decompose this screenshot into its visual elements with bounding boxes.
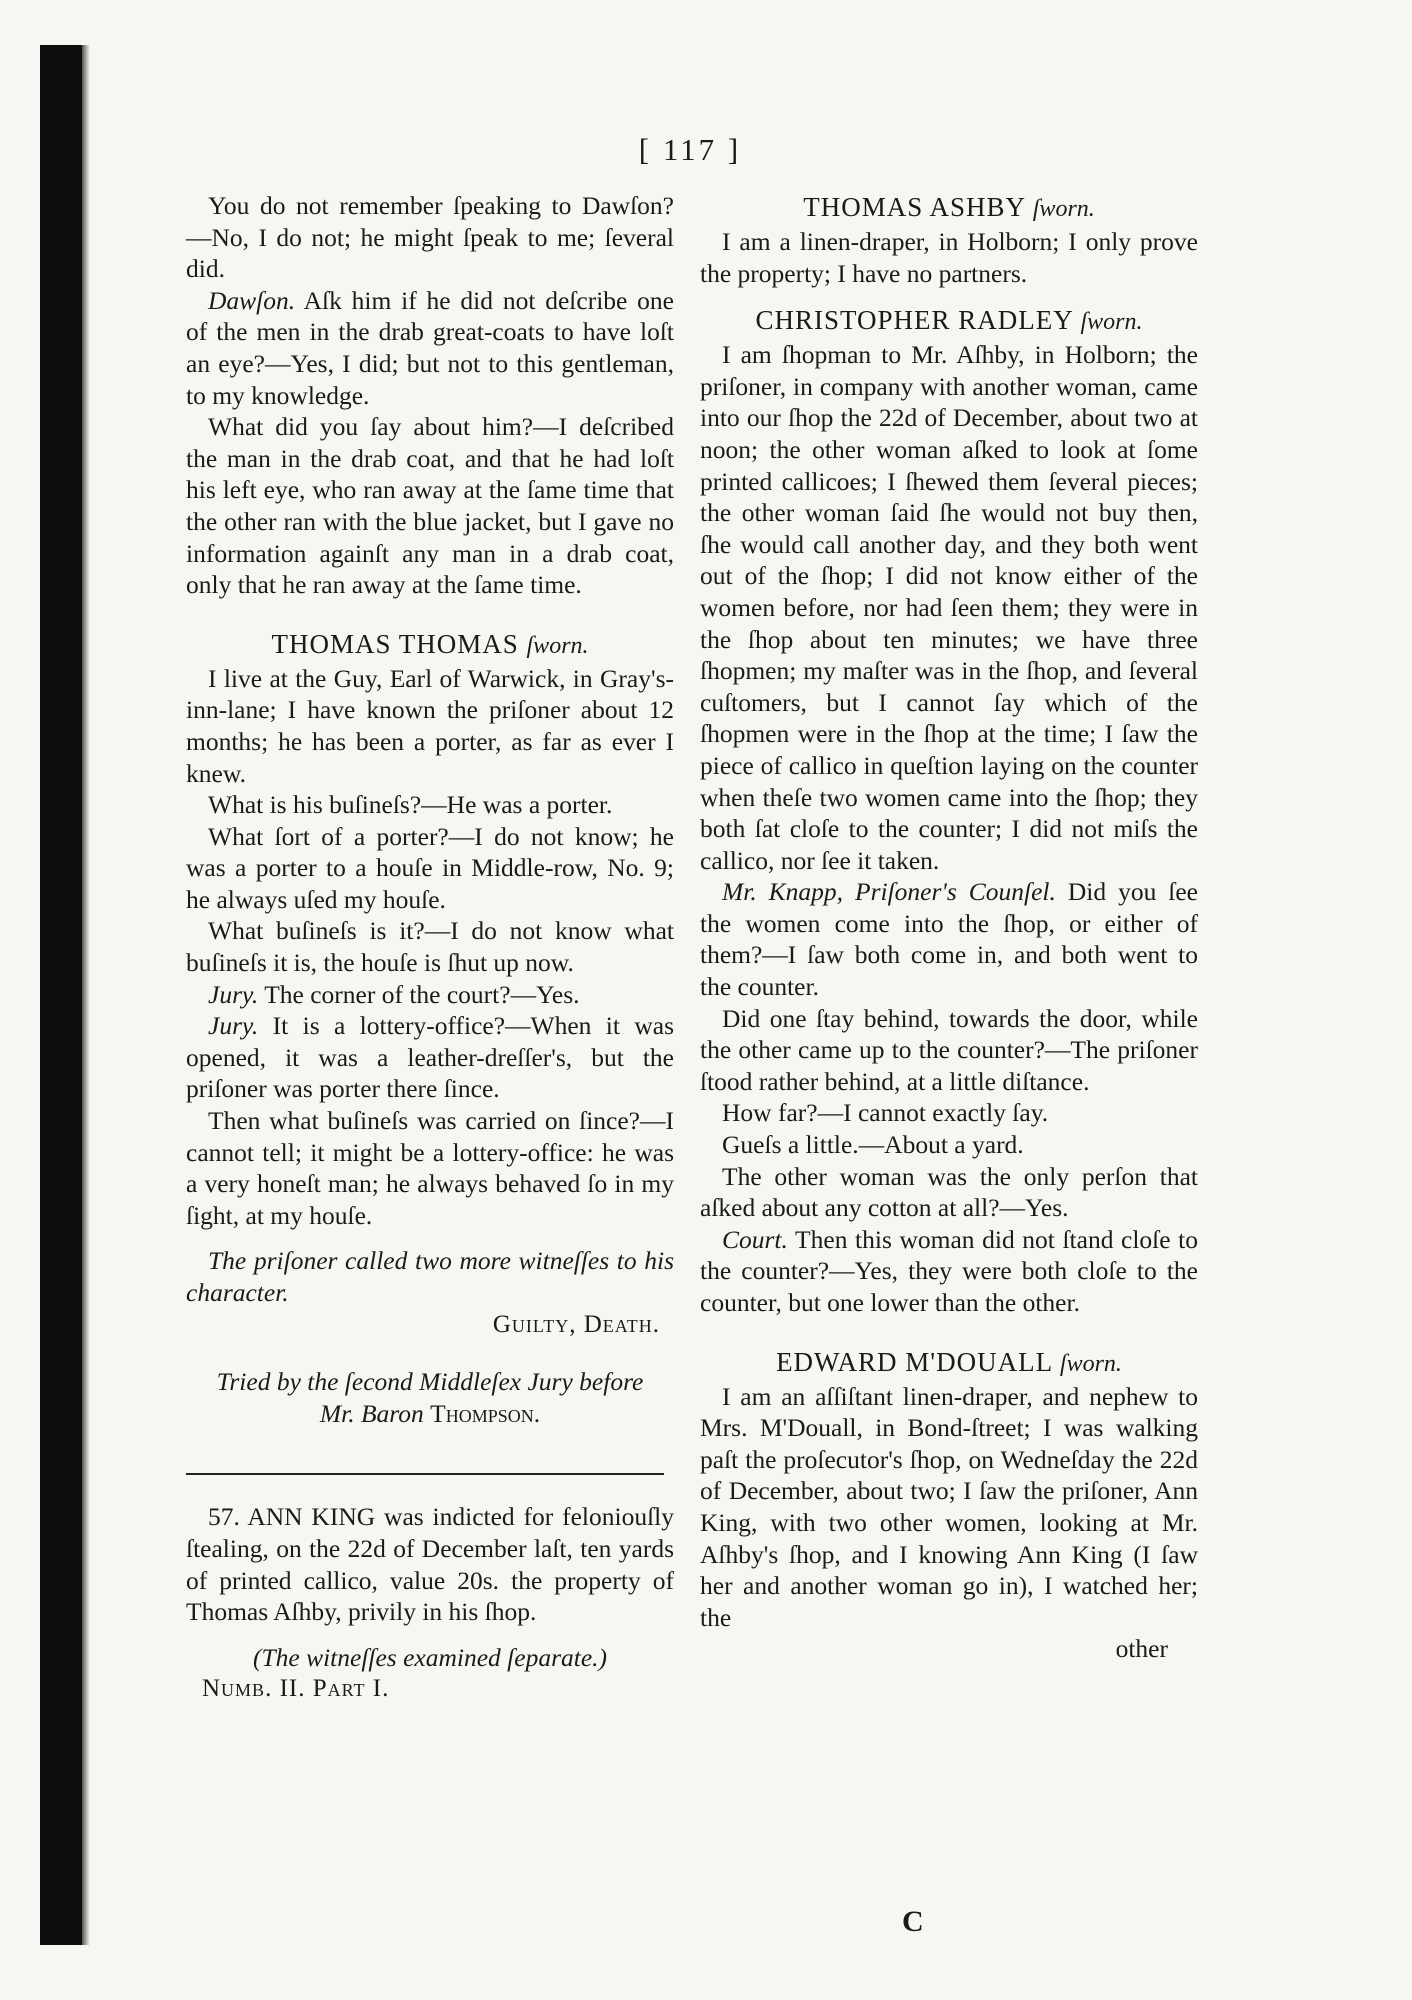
paragraph: What ſort of a porter?—I do not know; he was a porter to a houſe in Middle-row, No. 9; he always uſed my houſe.: [186, 821, 674, 914]
witness-name: CHRISTOPHER RADLEY: [755, 305, 1073, 336]
witness-name: EDWARD M'DOUALL: [776, 1346, 1053, 1377]
paragraph: [700, 1224, 1198, 1319]
paragraph-text: Then this woman did not ſtand cloſe to the counter?—Yes, they were both cloſe to the counter, but one lower than the other.: [700, 1224, 1199, 1317]
paragraph-text: It is a lottery-office?—When it was opened, it was a leather-dreſſer's, but the priſoner was porter there ſince.: [186, 1011, 675, 1104]
paragraph: What buſineſs is it?—I do not know what buſineſs it is, the houſe is ſhut up now.: [186, 916, 674, 978]
signature-line: Numb. II. Part I.: [202, 1675, 390, 1703]
paragraph: [186, 285, 674, 411]
character-witnesses-note: The priſoner called two more witneſſes to his character.: [186, 1246, 674, 1307]
paragraph: Then what buſineſs was carried on ſince?—I cannot tell; it might be a lottery-office: he was a very honeſt man; he always behaved ſo in my ſight, at my houſe.: [186, 1106, 674, 1230]
speaker-label: Dawſon.: [208, 285, 296, 315]
judge-name: Thompson.: [430, 1398, 541, 1428]
paragraph: Did one ſtay behind, towards the door, while the other came up to the counter?—The priſoner ſtood rather behind, at a little diſtance.: [700, 1003, 1198, 1096]
section-rule: [186, 1473, 664, 1475]
witness-name: THOMAS ASHBY: [803, 192, 1026, 222]
paragraph: I live at the Guy, Earl of Warwick, in Gray's-inn-lane; I have known the priſoner about 12 months; he has been a porter, as far as ever I knew.: [186, 663, 674, 788]
sworn-label: ſworn.: [1032, 196, 1095, 222]
paragraph: [186, 1010, 674, 1105]
sworn-label: ſworn.: [1080, 309, 1143, 336]
case-number: 57.: [208, 1502, 240, 1532]
paragraph: I am an aſſiſtant linen-draper, and nephew to Mrs. M'Douall, in Bond-ſtreet; I was walking paſt the proſecutor's ſhop, on Wedneſday the 22d of December, about two; I ſaw the priſoner, Ann King, with two other women, looking at Mr. Aſhby's ſhop, and I knowing Ann King (I ſaw her and another woman go in), I watched her; the: [700, 1381, 1198, 1632]
paragraph: What is his buſineſs?—He was a porter.: [208, 790, 613, 820]
speaker-label: Mr. Knapp, Priſoner's Counſel.: [722, 877, 1056, 907]
speaker-label: Jury.: [208, 1011, 259, 1041]
paragraph: Gueſs a little.—About a yard.: [722, 1130, 1024, 1160]
paragraph: What did you ſay about him?—I deſcribed the man in the drab coat, and that he had loſt his left eye, who ran away at the ſame time that the other ran with the blue jacket, but I gave no information againſt any man in a drab coat, only that he ran away at the ſame time.: [186, 412, 674, 600]
left-column: [186, 190, 674, 1705]
page-binding-edge: [40, 45, 82, 1945]
paragraph-text: Aſk him if he did not deſcribe one of the men in the drab great-coats to have loſt an eye?—Yes, I did; but not to this gentleman, to my knowledge.: [186, 285, 674, 410]
right-column: [700, 190, 1198, 1665]
witness-heading: [186, 627, 674, 663]
verdict: Guilty, Death.: [492, 1310, 660, 1338]
paragraph: [186, 979, 674, 1011]
paragraph: I am a linen-draper, in Holborn; I only prove the property; I have no partners.: [700, 227, 1198, 288]
paragraph: The other woman was the only perſon that aſked about any cotton at all?—Yes.: [700, 1161, 1198, 1223]
paragraph-text: The corner of the court?—Yes.: [264, 979, 580, 1009]
witness-name: THOMAS THOMAS: [271, 628, 519, 659]
witness-heading: [700, 1345, 1198, 1381]
sworn-label: ſworn.: [526, 632, 589, 659]
defendant-name: ANN KING: [247, 1502, 376, 1532]
paragraph: You do not remember ſpeaking to Dawſon?—No, I do not; he might ſpeak to me; ſeveral did.: [186, 191, 674, 284]
paragraph: I am ſhopman to Mr. Aſhby, in Holborn; the priſoner, in company with another woman, came into our ſhop the 22d of December, about two at noon; the other woman aſked to look at ſome printed callicoes; I ſhewed them ſeveral pieces; the other woman ſaid ſhe would not buy then, ſhe would call another day, and they both went out of the ſhop; I did not know either of the women before, nor had ſeen them; they were in the ſhop about ten minutes; we have three ſhopmen; my maſter was in the ſhop, and ſeveral cuſtomers, but I cannot ſay which of the ſhopmen were in the ſhop at the time; I ſaw the piece of callico in queſtion laying on the counter when theſe two women came into the ſhop; they both ſat cloſe to the counter; I did not miſs the callico, nor ſee it taken.: [700, 340, 1198, 875]
sworn-label: ſworn.: [1059, 1350, 1122, 1377]
witnesses-examined-note: (The witneſſes examined ſeparate.): [252, 1642, 608, 1672]
catchword: other: [1115, 1634, 1168, 1664]
witness-heading: [700, 303, 1198, 339]
page-number: [ 117 ]: [638, 132, 742, 167]
signature-mark: C: [902, 1905, 924, 1938]
case-text: was indicted for feloniouſly ſtealing, on the 22d of December laſt, ten yards of printed callico, value 20s. the property of Thomas Aſhby, privily in his ſhop.: [186, 1502, 675, 1627]
speaker-label: Court.: [722, 1224, 788, 1254]
paragraph: How far?—I cannot exactly ſay.: [722, 1098, 1049, 1128]
paragraph: [700, 876, 1198, 1002]
witness-heading: [700, 190, 1198, 226]
speaker-label: Jury.: [208, 979, 259, 1009]
judge-title: Mr. Baron: [319, 1398, 424, 1428]
paragraph-text: Did you ſee the women come into the ſhop, or either of them?—I ſaw both come in, and both went to the counter.: [700, 877, 1198, 1002]
case-indictment: [186, 1501, 674, 1627]
tried-before-line: Tried by the ſecond Middleſex Jury before: [216, 1367, 644, 1397]
tried-before-judge: [186, 1398, 674, 1430]
